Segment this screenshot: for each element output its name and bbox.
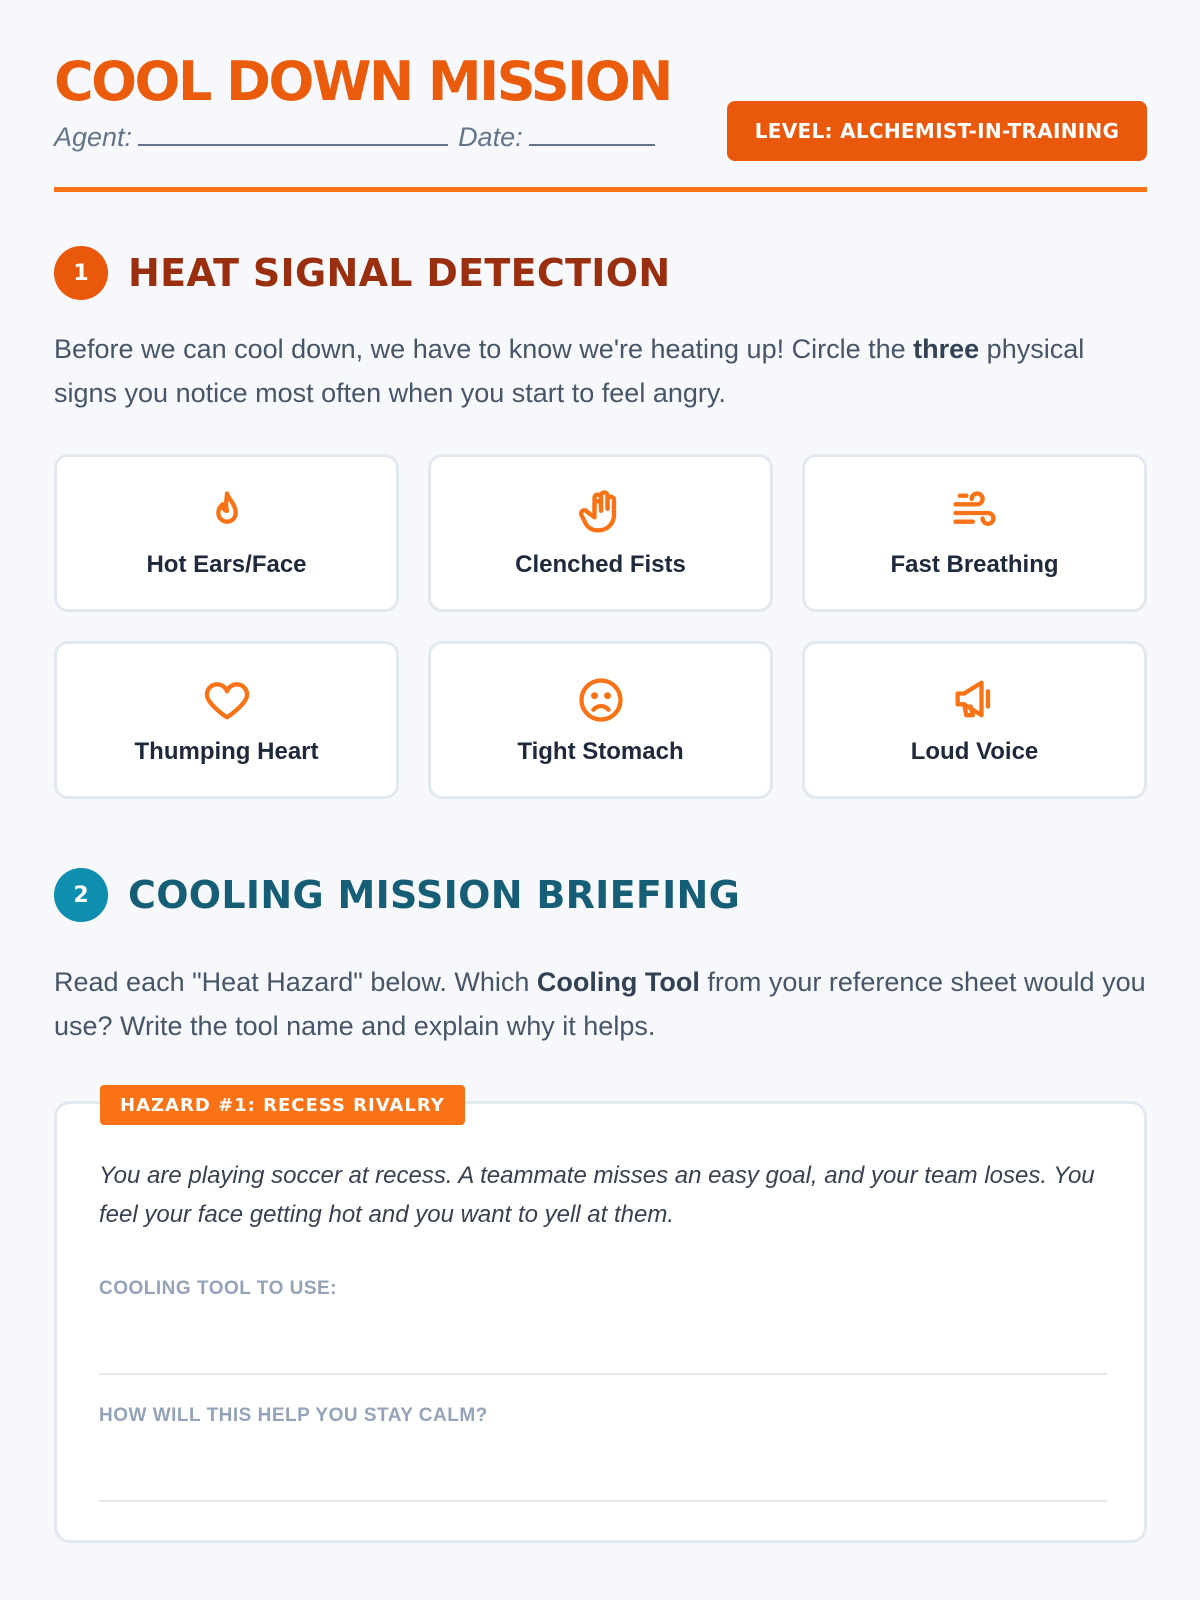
stay-calm-answer-line[interactable] (99, 1500, 1107, 1502)
section-1-title: HEAT SIGNAL DETECTION (128, 251, 671, 295)
hand-icon (575, 487, 627, 539)
wind-icon (949, 487, 1001, 539)
flame-icon (201, 487, 253, 539)
hazard-scenario: You are playing soccer at recess. A teammate misses an easy goal, and your team loses. You feel your face getting hot and you want to yell at them. (99, 1162, 1095, 1228)
section-2-heading (54, 868, 740, 922)
section-2-number: 2 (54, 868, 108, 922)
agent-date-row (54, 122, 655, 153)
heart-icon (201, 674, 253, 726)
level-badge: LEVEL: ALCHEMIST-IN-TRAINING (727, 101, 1147, 161)
sign-card-clenched-fists[interactable] (428, 454, 773, 612)
hazard-tag: HAZARD #1: RECESS RIVALRY (100, 1085, 465, 1125)
sign-label: Tight Stomach (517, 738, 684, 765)
section-2-title: COOLING MISSION BRIEFING (128, 873, 741, 917)
agent-name-blank[interactable] (138, 122, 448, 146)
worksheet-header (54, 0, 1147, 195)
sign-card-hot-ears-face[interactable] (54, 454, 399, 612)
cooling-tool-answer-line[interactable] (99, 1373, 1107, 1375)
sign-card-fast-breathing[interactable] (802, 454, 1147, 612)
section-1-heading (54, 246, 670, 300)
agent-label: Agent: (54, 122, 133, 152)
date-label: Date: (458, 122, 523, 152)
section-1-number: 1 (54, 246, 108, 300)
section-1-instructions: Before we can cool down, we have to know we're heating up! Circle the three physical signs you notice most often when you start to feel angry. (54, 334, 1085, 408)
heat-signs-grid (54, 454, 1147, 799)
header-divider (54, 187, 1147, 192)
sign-label: Clenched Fists (515, 551, 686, 578)
sign-label: Loud Voice (910, 738, 1039, 765)
sign-card-thumping-heart[interactable] (54, 641, 399, 799)
section-2-instructions: Read each "Heat Hazard" below. Which Cooling Tool from your reference sheet would you use? Write the tool name and explain why it helps. (54, 967, 1146, 1041)
sign-label: Thumping Heart (134, 738, 319, 765)
stay-calm-label: HOW WILL THIS HELP YOU STAY CALM? (99, 1405, 488, 1426)
sign-card-tight-stomach[interactable] (428, 641, 773, 799)
megaphone-icon (949, 674, 1001, 726)
frown-icon (575, 674, 627, 726)
sign-label: Hot Ears/Face (146, 551, 307, 578)
worksheet-page (54, 0, 1147, 1426)
date-blank[interactable] (529, 122, 655, 146)
hazard-card (54, 1094, 1147, 1543)
sign-card-loud-voice[interactable] (802, 641, 1147, 799)
page-title: COOL DOWN MISSION (54, 50, 671, 113)
sign-label: Fast Breathing (890, 551, 1059, 578)
cooling-tool-label: COOLING TOOL TO USE: (99, 1278, 338, 1299)
